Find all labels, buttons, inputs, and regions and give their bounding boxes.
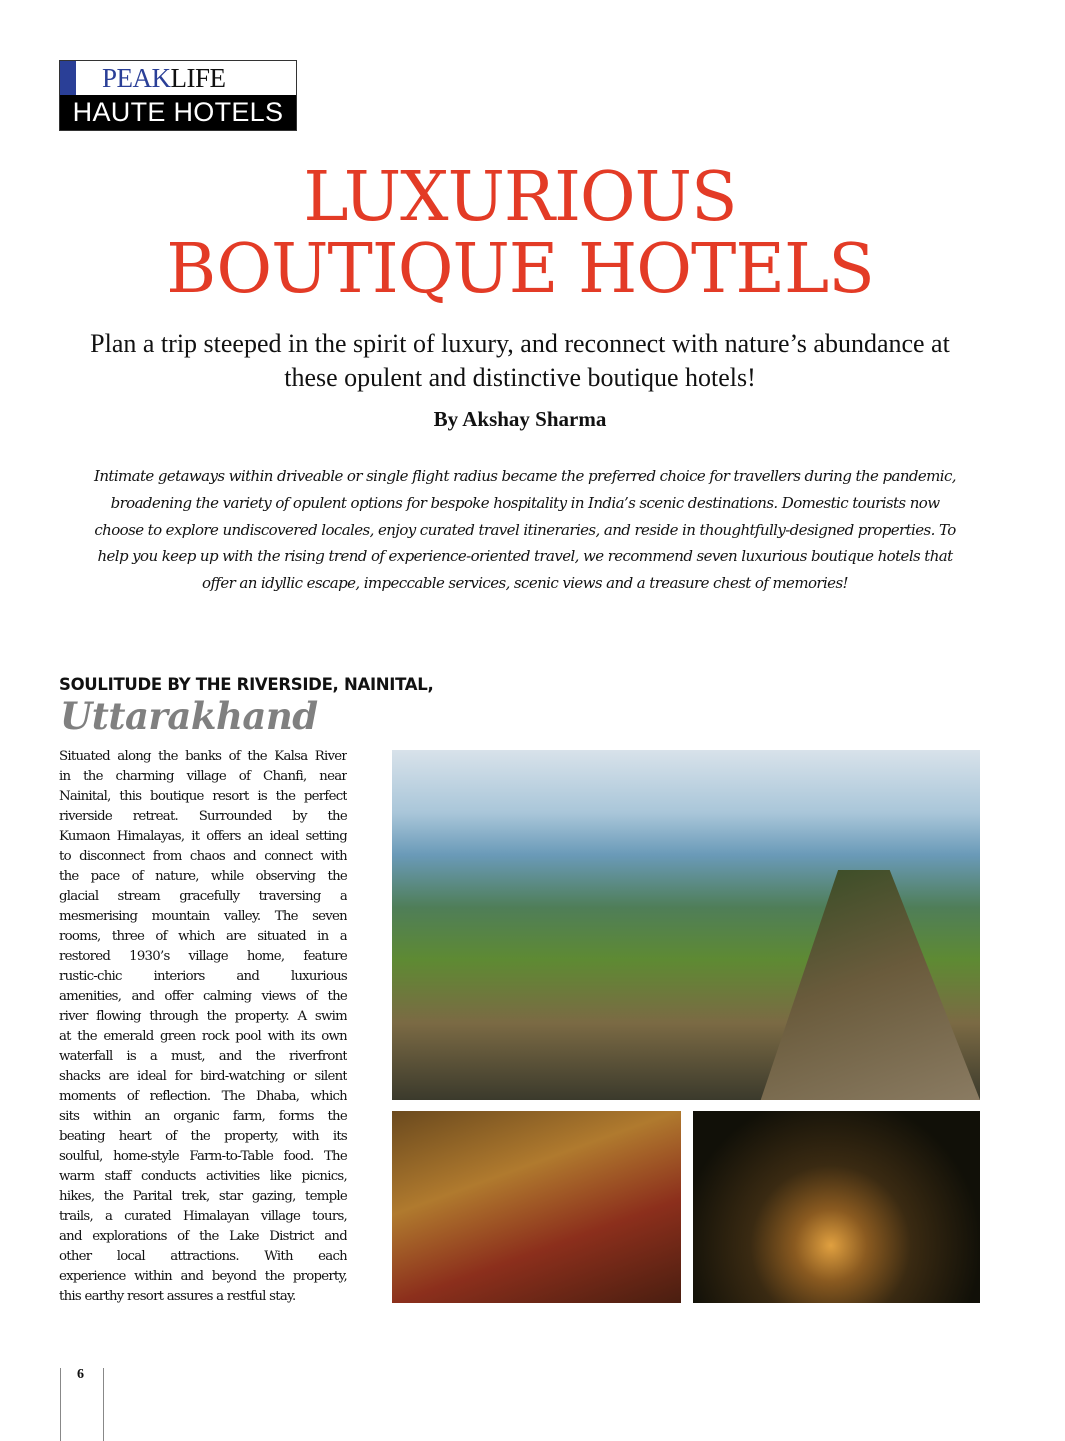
title-line-1: LUXURIOUS bbox=[303, 158, 737, 237]
body-line: rustic-chic interiors and luxurious bbox=[59, 969, 347, 984]
body-line: trails, a curated Himalayan village tours, bbox=[59, 1209, 347, 1224]
body-line: the pace of nature, while observing the bbox=[59, 869, 347, 884]
section-heading: SOULITUDE BY THE RIVERSIDE, NAINITAL, bbox=[59, 675, 434, 694]
logo-accent-bar bbox=[60, 61, 76, 95]
body-line: moments of reflection. The Dhaba, which bbox=[59, 1089, 347, 1104]
intro-line: broadening the variety of opulent options for bespoke hospitality in India’s scenic destinations. Domestic tourists now bbox=[110, 493, 940, 512]
body-line: at the emerald green rock pool with its own bbox=[59, 1029, 347, 1044]
body-line: river flowing through the property. A swim bbox=[59, 1009, 347, 1024]
intro-line: help you keep up with the rising trend of experience-oriented travel, we recommend seven luxurious boutique hotels that bbox=[97, 547, 953, 566]
brand-name bbox=[102, 63, 226, 94]
bridge-shape bbox=[722, 870, 980, 1100]
body-line: hikes, the Parital trek, star gazing, temple bbox=[59, 1189, 347, 1204]
intro-line: choose to explore undiscovered locales, enjoy curated travel itineraries, and reside in thoughtfully-designed properties. To bbox=[94, 520, 956, 539]
body-line: other local attractions. With each bbox=[59, 1249, 347, 1264]
body-line: shacks are ideal for bird-watching or silent bbox=[59, 1069, 347, 1084]
subtitle-line-1: Plan a trip steeped in the spirit of luxury, and reconnect with nature’s abundance at bbox=[90, 329, 950, 358]
body-line: warm staff conducts activities like picnics, bbox=[59, 1169, 347, 1184]
body-line: and explorations of the Lake District and bbox=[59, 1229, 347, 1244]
page-number: 6 bbox=[77, 1367, 84, 1382]
body-line: Kumaon Himalayas, it offers an ideal setting bbox=[59, 829, 347, 844]
photo-room-interior bbox=[392, 1111, 681, 1303]
body-line: glacial stream gracefully traversing a bbox=[59, 889, 347, 904]
footer-rule-left bbox=[60, 1368, 61, 1441]
intro-line: Intimate getaways within driveable or single flight radius became the preferred choice for travellers during the pandemic, bbox=[94, 467, 956, 485]
body-line: restored 1930’s village home, feature bbox=[59, 949, 347, 964]
body-line: experience within and beyond the property, bbox=[59, 1269, 347, 1284]
body-line: beating heart of the property, with its bbox=[59, 1129, 347, 1144]
body-text bbox=[59, 747, 347, 1307]
section-region: Uttarakhand bbox=[60, 694, 318, 738]
body-line: sits within an organic farm, forms the bbox=[59, 1109, 347, 1124]
body-line: Situated along the banks of the Kalsa River bbox=[59, 749, 347, 764]
section-label: HAUTE HOTELS bbox=[60, 95, 296, 130]
brand-peak: PEAK bbox=[102, 63, 171, 93]
body-line: to disconnect from chaos and connect with bbox=[59, 849, 347, 864]
intro-paragraph bbox=[60, 463, 990, 597]
body-line: in the charming village of Chanfi, near bbox=[59, 769, 347, 784]
page-title bbox=[0, 158, 1040, 309]
photo-suspension-bridge-valley bbox=[392, 750, 980, 1100]
title-line-2: BOUTIQUE HOTELS bbox=[166, 230, 874, 309]
masthead-logo bbox=[59, 60, 297, 131]
body-line: soulful, home-style Farm-to-Table food. The bbox=[59, 1149, 347, 1164]
body-line: riverside retreat. Surrounded by the bbox=[59, 809, 347, 824]
subtitle bbox=[0, 327, 1040, 395]
body-line: rooms, three of which are situated in a bbox=[59, 929, 347, 944]
footer-rule-right bbox=[103, 1368, 104, 1441]
photo-night-bonfire bbox=[693, 1111, 980, 1303]
subtitle-line-2: these opulent and distinctive boutique hotels! bbox=[284, 363, 756, 392]
brand-life: LIFE bbox=[170, 63, 226, 93]
body-line: mesmerising mountain valley. The seven bbox=[59, 909, 347, 924]
body-line: waterfall is a must, and the riverfront bbox=[59, 1049, 347, 1064]
body-line: Nainital, this boutique resort is the perfect bbox=[59, 789, 347, 804]
byline: By Akshay Sharma bbox=[433, 407, 607, 431]
body-line: this earthy resort assures a restful stay. bbox=[59, 1289, 296, 1304]
intro-line: offer an idyllic escape, impeccable services, scenic views and a treasure chest of memories! bbox=[202, 574, 848, 593]
body-line: amenities, and offer calming views of the bbox=[59, 989, 347, 1004]
